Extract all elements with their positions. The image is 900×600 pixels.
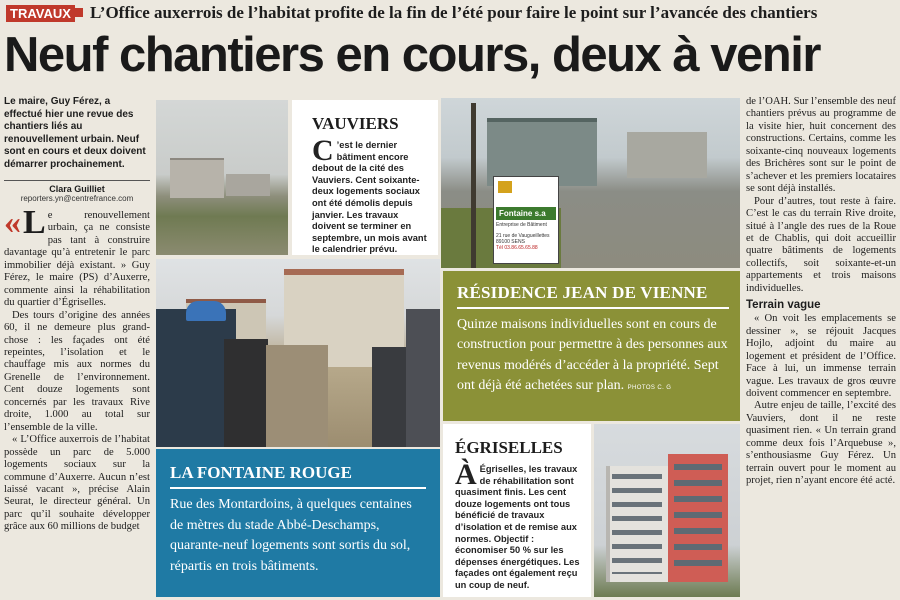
box-title: RÉSIDENCE JEAN DE VIENNE	[457, 283, 708, 302]
headline: Neuf chantiers en cours, deux à venir	[4, 28, 820, 82]
dropcap: C	[312, 134, 334, 167]
sign-address: 21 rue de Vaugueillettes 89100 SENS	[496, 233, 550, 245]
dropcap: À	[455, 458, 477, 491]
photo-chantier-sign	[441, 98, 740, 268]
author-name: Clara Guilliet	[49, 184, 105, 194]
byline	[4, 180, 150, 203]
box-text-body: Quinze maisons individuelles sont en cours de construction pour permettre à des personnes aux revenus modérés d’accéder à la propriété. Sept ont déjà été achetées sur plan.	[457, 317, 728, 394]
box-text: Rue des Montardoins, à quelques centaines de mètres du stade Abbé-Deschamps, quarante-neuf logements sont sortis du sol, répartis en trois bâtiments.	[170, 497, 412, 574]
divider	[457, 307, 729, 309]
lead-paragraph: Le maire, Guy Férez, a effectué hier une revue des chantiers liés au renouvellement urbain. Neuf sont en cours et deux doivent démarrer prochainement.	[4, 96, 146, 170]
paragraph: e renouvellement urbain, ça ne consiste pas tant à construire davantage qu’à entretenir le parc immobilier déjà existant. » Guy Férez, le maire (PS) d’Auxerre, commente ainsi la réhabilitation du quartier d’Égriselles.	[4, 210, 150, 309]
box-text	[312, 134, 430, 256]
box-title: LA FONTAINE ROUGE	[170, 463, 352, 482]
post	[471, 103, 476, 268]
article-column-right	[746, 96, 896, 598]
sidebar-fontaine-rouge	[156, 449, 440, 597]
person	[406, 309, 440, 447]
person	[266, 345, 328, 447]
photo-credit: PHOTOS C. G	[627, 385, 672, 392]
kicker: L’Office auxerrois de l’habitat profite de la fin de l’été pour faire le point sur l’avancée des chantiers	[90, 3, 818, 22]
section-square-icon	[74, 8, 83, 17]
subheading: Terrain vague	[746, 299, 821, 312]
paragraph: Pour d’autres, tout reste à faire. C’est le cas du terrain Rive droite, situé à l’angle des rues de la Roue et de Chablis, qui doit accueillir quatre bâtiments de logements collectifs, soit soixante-et-un appartements et trois maisons individuelles.	[746, 195, 896, 294]
ruined-building	[170, 158, 224, 198]
box-text	[455, 458, 581, 592]
photo-egriselles-tower	[594, 424, 740, 597]
author-email[interactable]: reporters.yn@centrefrance.com	[20, 194, 134, 203]
quote-mark: «	[4, 210, 21, 241]
hard-hat-icon	[186, 301, 226, 321]
paragraph: Des tours d’origine des années 60, il ne demeure plus grand-chose : les façades ont été repeintes, l’isolation et le chauffage mis aux normes du Grenelle de l’environnement. Cent douze logements sont concernés par les travaux Rive droite, 1.000 au total sur l’ensemble de la ville.	[4, 309, 150, 433]
windows	[674, 464, 722, 574]
ruined-building	[226, 174, 270, 196]
sign-brand-suffix: s.a	[534, 209, 546, 218]
photo-officials	[156, 259, 440, 447]
sign-brand	[496, 207, 556, 220]
windows	[612, 474, 662, 574]
building	[627, 132, 707, 178]
sidebar-vauviers	[292, 100, 438, 255]
sign-subtitle: Entreprise de Bâtiment	[496, 222, 547, 228]
box-title: ÉGRISELLES	[455, 438, 563, 457]
person	[224, 339, 268, 447]
box-text	[457, 315, 729, 399]
divider	[170, 487, 426, 489]
sign-phone: Tél 03.86.65.65.88	[496, 245, 538, 251]
sidebar-jean-de-vienne	[443, 271, 740, 421]
article-column-left	[4, 210, 150, 598]
sign-brand-name: Fontaine	[499, 209, 533, 218]
box-text-body: ’est le dernier bâtiment encore debout de la cité des Vauviers. Cent soixante-deux logements sociaux ont été démolis depuis janvier. Les travaux doivent se terminer en septembre, un mois avant le calendrier prévu.	[312, 140, 427, 255]
sign-logo-icon	[498, 181, 512, 193]
photo-vauviers-ruin	[156, 100, 288, 255]
paragraph: « L’Office auxerrois de l’habitat possède un parc de 5.000 logements sociaux sur la commune d’Auxerre. Aucun n’est laissé vacant », précise Alain Seurat, le directeur général. Un parc qu’il souhaite développer grâce aux 60 millions de budget	[4, 434, 150, 533]
box-title: VAUVIERS	[312, 114, 399, 133]
header-band	[0, 0, 900, 26]
dropcap: L	[23, 210, 46, 241]
paragraph: Autre enjeu de taille, l’excité des Vauviers, dont il ne reste quasiment rien. « Un terrain grand comme deux fois l’Arquebuse », s’enthousiasme Guy Férez. Un terrain ouvert pour le moment au projet, rien n’ayant encore été acté.	[746, 400, 896, 487]
construction-sign	[493, 176, 559, 264]
paragraph: de l’OAH. Sur l’ensemble des neuf chantiers prévus au programme de la visite hier, huit concernent des constructions. Certains, comme les soixante-cinq nouveaux logements des Brichères sont sur le point de s’achever et les premiers locataires se sont déjà installés.	[746, 96, 896, 195]
paragraph: « On voit les emplacements se dessiner », se réjouit Jacques Hojlo, adjoint du maire au logement et président de l’Office. Face à lui, un immense terrain vague. Les travaux de gros œuvre doivent commencer en septembre.	[746, 313, 896, 399]
section-tag: TRAVAUX	[6, 5, 75, 22]
box-text-body: Égriselles, les travaux de réhabilitation sont quasiment finis. Les cent douze logements ont tous bénéficié de travaux d’isolation et de remise aux normes. Objectif : économiser 50 % sur les dépenses énergétiques. Les façades ont également reçu un coup de neuf.	[455, 464, 580, 590]
sidebar-egriselles	[443, 424, 591, 597]
